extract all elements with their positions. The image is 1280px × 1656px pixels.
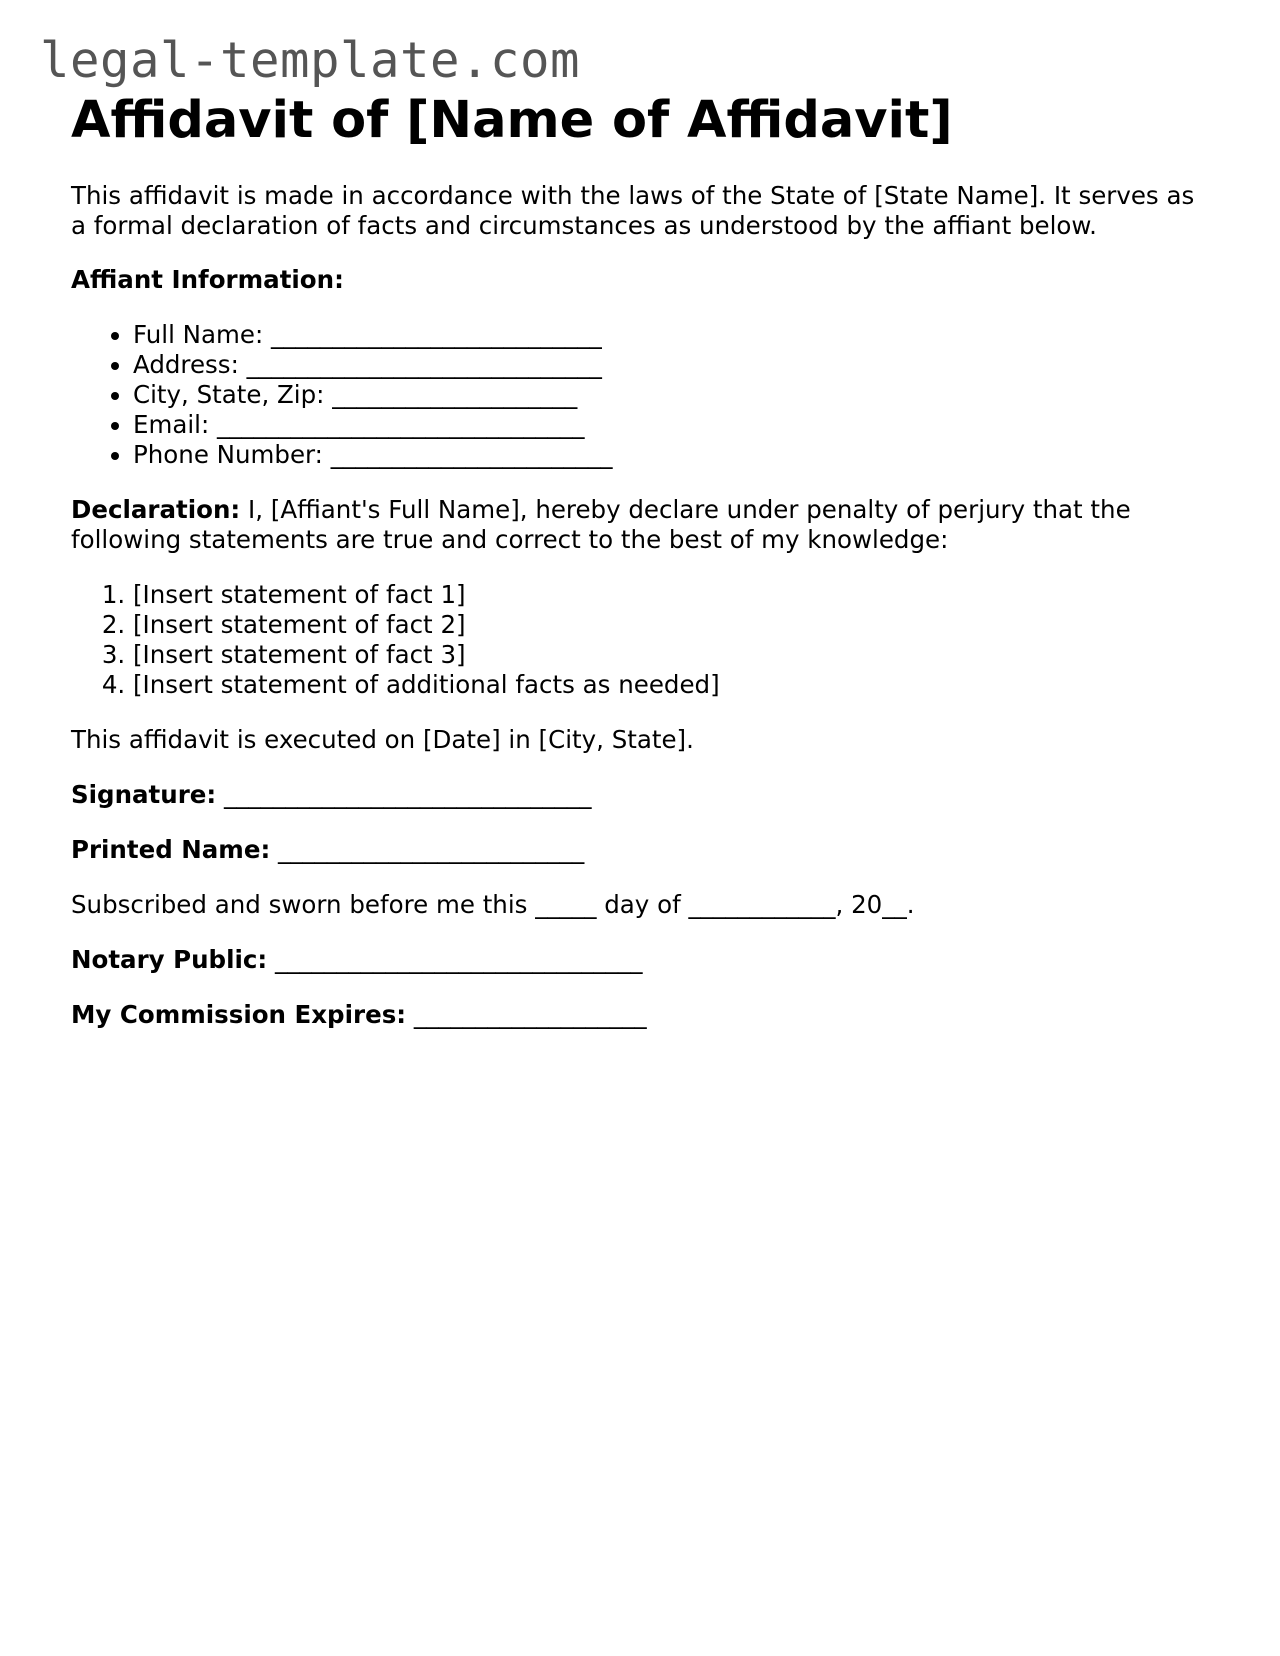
fact-item: 4. [Insert statement of additional facts as needed] <box>133 670 1211 700</box>
list-item-phone: • Phone Number: _______________________ <box>133 440 1211 470</box>
watermark: legal-template.com <box>40 32 581 89</box>
list-item-city-state-zip: • City, State, Zip: ____________________ <box>133 380 1211 410</box>
declaration-label: Declaration: <box>71 495 241 524</box>
sworn-statement: Subscribed and sworn before me this _____ day of ____________, 20__. <box>71 890 915 919</box>
affiant-info-heading: Affiant Information: <box>71 265 344 294</box>
list-item-full-name: • Full Name: ___________________________ <box>133 320 1211 350</box>
facts-list <box>71 580 1211 700</box>
fact-item: 1. [Insert statement of fact 1] <box>133 580 1211 610</box>
printed-name-row <box>71 835 1211 865</box>
intro-paragraph: This affidavit is made in accordance with the laws of the State of [State Name]. It serves as a formal declaration of facts and circumstances as understood by the affiant below. <box>71 181 1203 240</box>
commission-line: ___________________ <box>406 1000 647 1029</box>
document-title: Affidavit of [Name of Affidavit] <box>71 91 953 150</box>
list-item-address: • Address: _____________________________ <box>133 350 1211 380</box>
fact-item: 3. [Insert statement of fact 3] <box>133 640 1211 670</box>
list-item-email: • Email: ______________________________ <box>133 410 1211 440</box>
signature-label: Signature: <box>71 780 217 809</box>
fact-item: 2. [Insert statement of fact 2] <box>133 610 1211 640</box>
notary-line: ______________________________ <box>267 945 643 974</box>
notary-label: Notary Public: <box>71 945 268 974</box>
declaration-paragraph <box>71 495 1211 555</box>
affidavit-document <box>71 88 1211 1030</box>
executed-statement: This affidavit is executed on [Date] in [City, State]. <box>71 725 694 754</box>
commission-row <box>71 1000 1211 1030</box>
commission-label: My Commission Expires: <box>71 1000 407 1029</box>
declaration-text: I, [Affiant's Full Name], hereby declare under penalty of perjury that the following statements are true and correct to the best of my knowledge: <box>71 495 1139 554</box>
printed-name-line: _________________________ <box>270 835 585 864</box>
affiant-info-list <box>71 320 1211 470</box>
signature-row <box>71 780 1211 810</box>
signature-line: ______________________________ <box>216 780 592 809</box>
notary-row <box>71 945 1211 975</box>
printed-name-label: Printed Name: <box>71 835 271 864</box>
